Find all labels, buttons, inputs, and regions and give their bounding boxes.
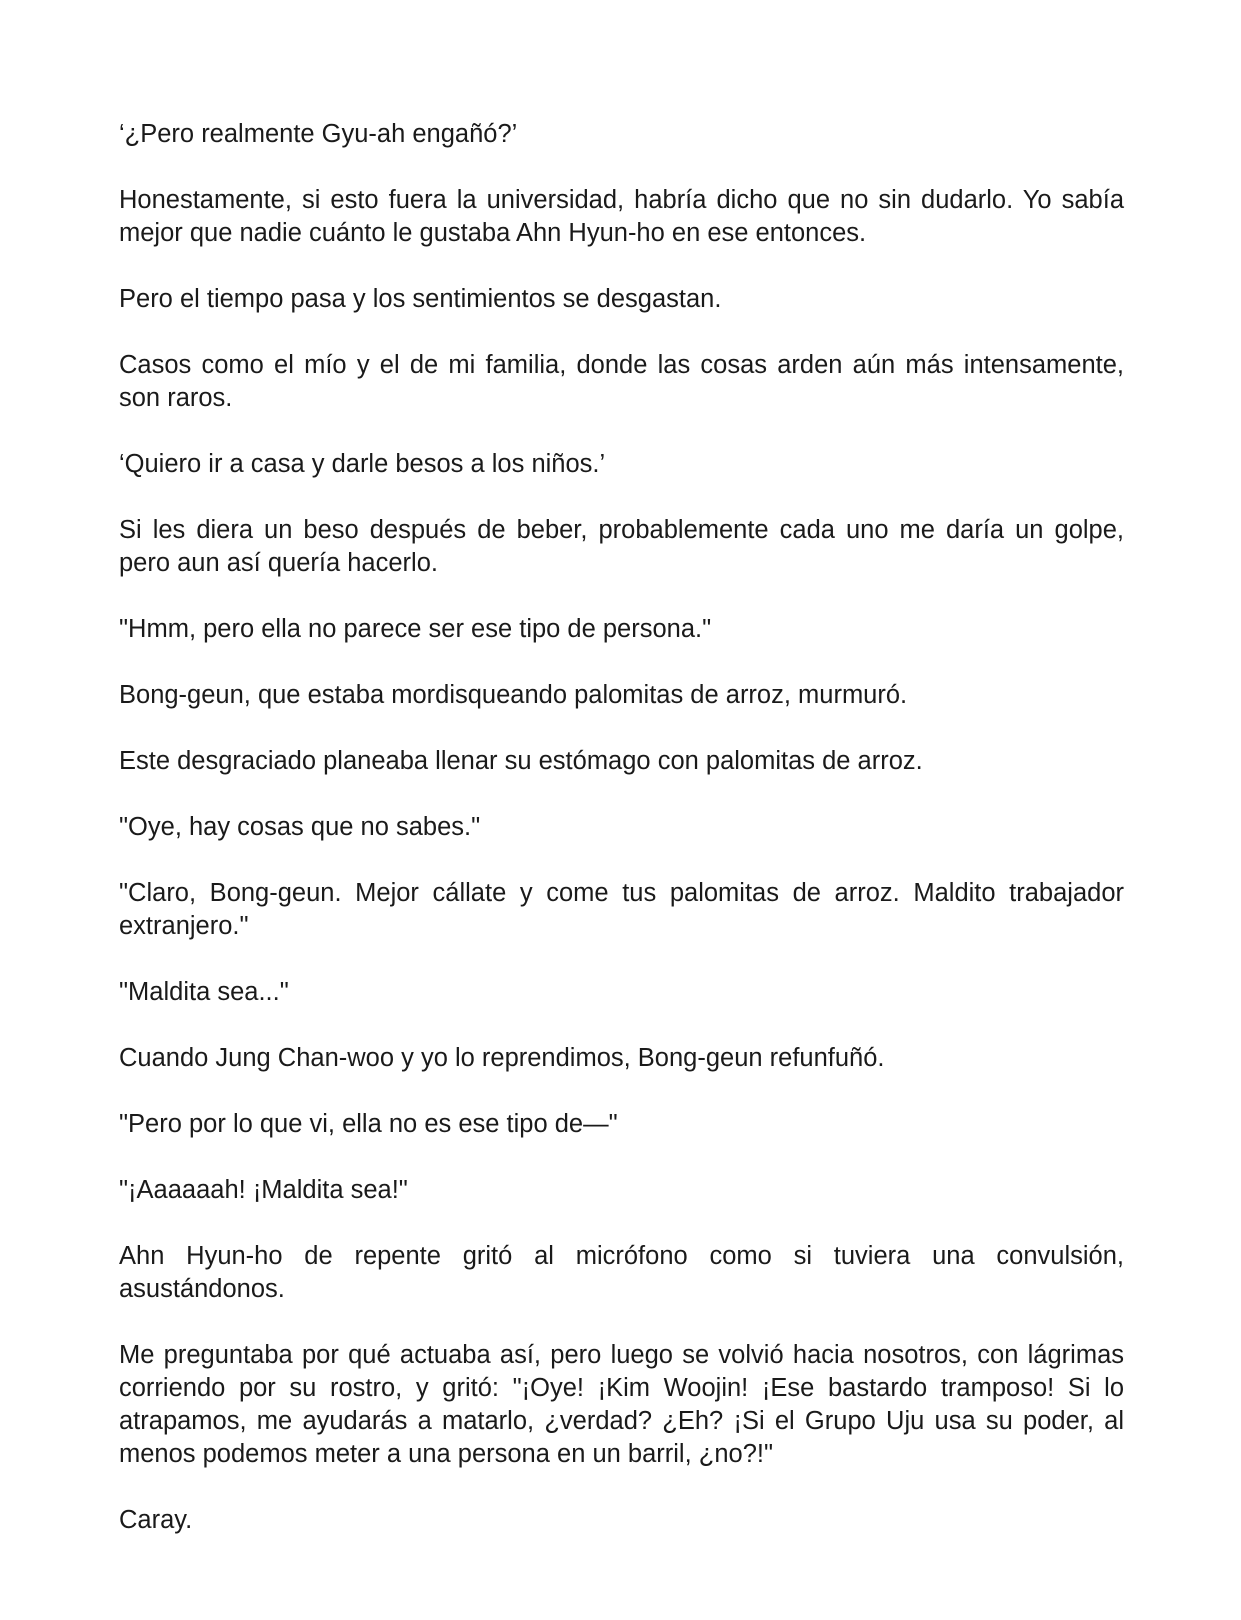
paragraph-kiss-after-drinking: Si les diera un beso después de beber, probablemente cada uno me daría un golpe, pero aun así quería hacerlo. — [119, 516, 1124, 577]
paragraph-scolded: Cuando Jung Chan-woo y yo lo reprendimos, Bong-geun refunfuñó. — [119, 1044, 885, 1072]
paragraph-dialogue-pero-por-lo-que-vi: "Pero por lo que vi, ella no es ese tipo de—" — [119, 1110, 618, 1138]
paragraph-rice-puffs: Este desgraciado planeaba llenar su estómago con palomitas de arroz. — [119, 747, 923, 775]
paragraph-bong-geun-murmured: Bong-geun, que estaba mordisqueando palomitas de arroz, murmuró. — [119, 681, 908, 709]
paragraph-tearful-shout: Me preguntaba por qué actuaba así, pero luego se volvió hacia nosotros, con lágrimas corriendo por su rostro, y gritó: "¡Oye! ¡Kim Woojin! ¡Ese bastardo tramposo! Si lo atrapamos, me ayudarás a matarlo, ¿verdad? ¿Eh? ¡Si el Grupo Uju usa su poder, al menos podemos meter a una persona en un barril, ¿no?!" — [119, 1341, 1124, 1468]
paragraph-dialogue-scream: "¡Aaaaaah! ¡Maldita sea!" — [119, 1176, 408, 1204]
paragraph-inner-thought-1: ‘¿Pero realmente Gyu-ah engañó?’ — [119, 120, 518, 148]
document-body — [119, 118, 1124, 1537]
paragraph-dialogue-maldita: "Maldita sea..." — [119, 978, 289, 1006]
paragraph-inner-thought-2: ‘Quiero ir a casa y darle besos a los niños.’ — [119, 450, 606, 478]
paragraph-dialogue-oye: "Oye, hay cosas que no sabes." — [119, 813, 481, 841]
paragraph-dialogue-hmm: "Hmm, pero ella no parece ser ese tipo de persona." — [119, 615, 712, 643]
paragraph-cases-like-mine: Casos como el mío y el de mi familia, donde las cosas arden aún más intensamente, son raros. — [119, 351, 1124, 412]
paragraph-caray: Caray. — [119, 1506, 193, 1534]
paragraph-ahn-shouted: Ahn Hyun-ho de repente gritó al micrófono como si tuviera una convulsión, asustándonos. — [119, 1242, 1124, 1303]
paragraph-dialogue-claro: "Claro, Bong-geun. Mejor cállate y come tus palomitas de arroz. Maldito trabajador extranjero." — [119, 879, 1124, 940]
paragraph-time-passes: Pero el tiempo pasa y los sentimientos se desgastan. — [119, 285, 722, 313]
paragraph-honestly: Honestamente, si esto fuera la universidad, habría dicho que no sin dudarlo. Yo sabía mejor que nadie cuánto le gustaba Ahn Hyun-ho en ese entonces. — [119, 186, 1124, 247]
